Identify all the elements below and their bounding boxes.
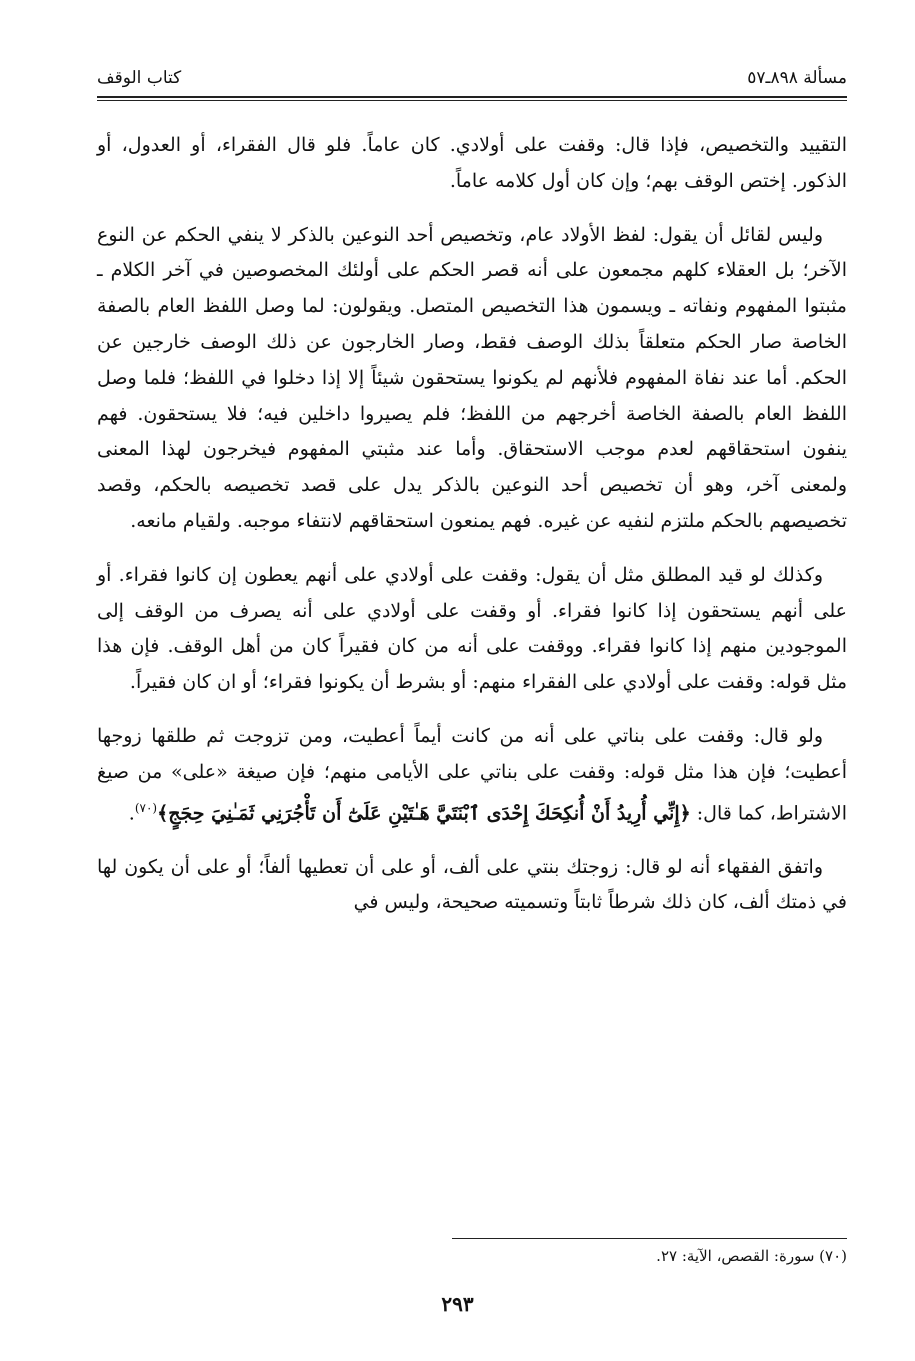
header-rule-thin bbox=[97, 100, 847, 101]
running-header bbox=[97, 66, 847, 90]
paragraph-5: واتفق الفقهاء أنه لو قال: زوجتك بنتي على ألف، أو على أن تعطيها ألفاً؛ أو على أن يكون لها في ذمتك ألف، كان ذلك شرطاً ثابتاً وتسميته صحيحة، وليس في bbox=[97, 855, 847, 914]
paragraph-2: وليس لقائل أن يقول: لفظ الأولاد عام، وتخصيص أحد النوعين بالذكر لا ينفي الحكم عن النوع الآخر؛ بل العقلاء كلهم مجمعون على أنه قصر الحكم على أولئك المخصوصين في آخر الكلام ـ مثبتوا المفهوم ونفاته ـ ويسمون هذا التخصيص المتصل. ويقولون: لما وصل اللفظ العام بالصفة الخاصة صار الحكم متعلقاً بذلك الوصف فقط، وصار الخارجون عن ذلك الوصف خارجين عن الحكم. أما عند نفاة المفهوم فلأنهم لم يكونوا يستحقون شيئاً إلا إذا دخلوا في اللفظ؛ فلما وصل اللفظ العام بالصفة الخاصة أخرجهم من اللفظ؛ فلم يصيروا داخلين فيه؛ فلا يستحقون. فهم ينفون استحقاقهم لعدم موجب الاستحقاق. وأما عند مثبتي المفهوم فيخرجون لهذا المعنى ولمعنى آخر، وهو أن تخصيص أحد النوعين بالذكر يدل على قصد تخصيصه بالحكم، وقصد تخصيصهم بالحكم ملتزم لنفيه عن غيره. فهم يمنعون استحقاقهم لانتفاء موجبه. ولقيام مانعه. bbox=[97, 223, 848, 532]
paragraph-4-end: . bbox=[128, 801, 135, 824]
footnote-ref: (٧٠) bbox=[134, 800, 158, 815]
footnote-rule bbox=[452, 1238, 847, 1239]
book-title: كتاب الوقف bbox=[97, 68, 182, 88]
paragraph-3: وكذلك لو قيد المطلق مثل أن يقول: وقفت على أولادي على أنهم يعطون إن كانوا فقراء. أو على أنهم يستحقون إذا كانوا فقراء. أو وقفت على أولادي على أنه يصرف من الوقف إلى الموجودين منهم إذا كانوا فقراء. ووقفت على أنه من كان فقيراً كان من أهل الوقف. فإن هذا مثل قوله: وقفت على أولادي على الفقراء منهم: أو بشرط أن يكونوا فقراء؛ أو ان كان فقيراً. bbox=[97, 563, 847, 694]
header-rule-thick bbox=[97, 96, 847, 98]
section-title: مسألة ٨٩٨ـ٥٧ bbox=[747, 68, 847, 88]
paragraph-1: التقييد والتخصيص، فإذا قال: وقفت على أولادي. كان عاماً. فلو قال الفقراء، أو العدول، أو الذكور. إختص الوقف بهم؛ وإن كان أول كلامه عاماً. bbox=[97, 134, 847, 192]
page-number: ٢٩٣ bbox=[441, 1292, 474, 1316]
footnote: (٧٠) سورة: القصص، الآية: ٢٧. bbox=[656, 1247, 847, 1265]
paragraph-4 bbox=[97, 719, 847, 832]
main-text bbox=[97, 128, 847, 939]
paragraph-4-text: ولو قال: وقفت على بناتي على أنه من كانت أيماً أعطيت، ومن تزوجت ثم طلقها زوجها أعطيت؛ فإن هذا مثل قوله: وقفت على بناتي على الأيامى منهم؛ فإن صيغة «على» من صيغ الاشتراط، كما قال: bbox=[97, 724, 847, 824]
quran-verse: ﴿إِنِّي أُرِيدُ أَنْ أُنكِحَكَ إِحْدَى ٱبْنَتَيَّ هَـٰتَيْنِ عَلَىٰٓ أَن تَأْجُرَنِي ثَمَـٰنِيَ حِجَجٍ﴾ bbox=[157, 801, 691, 824]
